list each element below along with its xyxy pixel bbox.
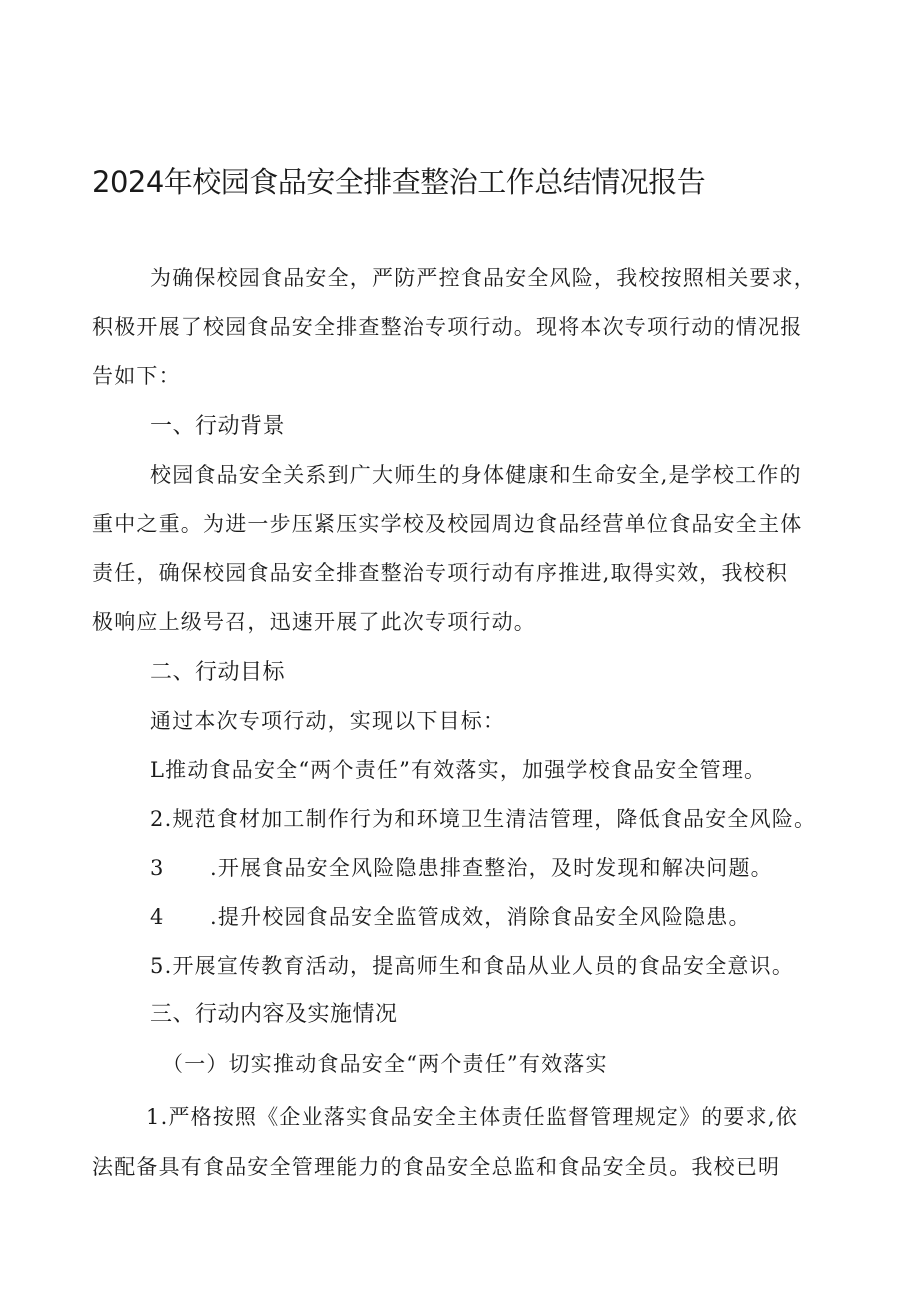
- item-text: .严格按照《企业落实食品安全主体责任监督管理规定》的要求,依: [160, 1105, 798, 1129]
- goal-number: 4: [150, 905, 165, 929]
- intro-line: 为确保校园食品安全，严防严控食品安全风险，我校按照相关要求，: [150, 266, 816, 290]
- goal-item: [150, 853, 773, 883]
- document-title: 2024年校园食品安全排查整治工作总结情况报告: [92, 165, 706, 199]
- goal-number: 5: [150, 954, 165, 978]
- goal-number: 3: [150, 856, 165, 880]
- intro-line: 积极开展了校园食品安全排查整治专项行动。现将本次专项行动的情况报: [92, 315, 803, 339]
- goals-intro: 通过本次专项行动，实现以下目标：: [150, 709, 506, 733]
- paragraph-line: 责任，确保校园食品安全排查整治专项行动有序推进,取得实效，我校积: [92, 561, 789, 585]
- goal-text: 推动食品安全“两个责任”有效落实，加强学校食品安全管理。: [165, 758, 767, 782]
- goal-item: [150, 951, 794, 981]
- goal-number: 2: [150, 807, 165, 831]
- goal-item: [150, 755, 766, 785]
- section-heading-implementation: 三、行动内容及实施情况: [150, 1002, 398, 1027]
- subsection-heading: （一）切实推动食品安全“两个责任”有效落实: [162, 1052, 608, 1076]
- goal-text: .提升校园食品安全监管成效，消除食品安全风险隐患。: [210, 905, 751, 929]
- paragraph-line: 重中之重。为进一步压紧压实学校及校园周边食品经营单位食品安全主体: [92, 512, 803, 536]
- goal-item: [150, 804, 816, 834]
- goal-number: L: [150, 758, 166, 782]
- item-number: 1: [146, 1105, 161, 1129]
- goal-item: [150, 902, 751, 932]
- goal-text: .开展宣传教育活动，提高师生和食品从业人员的食品安全意识。: [164, 954, 795, 978]
- section-heading-goals: 二、行动目标: [150, 660, 286, 685]
- paragraph-line: 校园食品安全关系到广大师生的身体健康和生命安全,是学校工作的: [150, 463, 802, 487]
- intro-line: 告如下：: [92, 364, 181, 388]
- section-heading-background: 一、行动背景: [150, 414, 286, 439]
- goal-text: .规范食材加工制作行为和环境卫生清洁管理，降低食品安全风险。: [164, 807, 817, 831]
- paragraph-line: 极响应上级号召，迅速开展了此次专项行动。: [92, 610, 536, 634]
- implementation-item: [146, 1102, 798, 1132]
- goal-text: .开展食品安全风险隐患排查整治，及时发现和解决问题。: [210, 856, 773, 880]
- paragraph-line: 法配备具有食品安全管理能力的食品安全总监和食品安全员。我校已明: [92, 1155, 781, 1179]
